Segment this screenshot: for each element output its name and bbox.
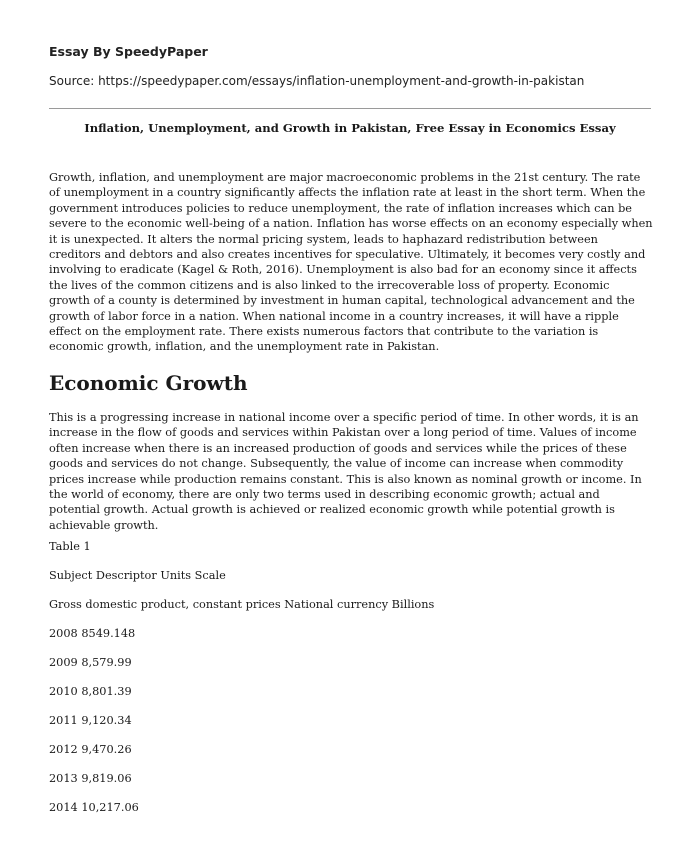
table-label: Table 1: [49, 540, 91, 553]
section-heading: Economic Growth: [49, 371, 248, 395]
table-row: 2011 9,120.34: [49, 714, 132, 727]
header-brand: Essay By SpeedyPaper: [49, 44, 208, 59]
table-row: 2010 8,801.39: [49, 685, 132, 698]
table-row: 2008 8549.148: [49, 627, 136, 640]
table-row: 2013 9,819.06: [49, 772, 132, 785]
header-source: Source: https://speedypaper.com/essays/inflation-unemployment-and-growth-in-pakistan: [49, 74, 585, 88]
table-descriptor-line: Gross domestic product, constant prices National currency Billions: [49, 598, 435, 611]
table-row: 2014 10,217.06: [49, 801, 139, 814]
header-divider: [49, 108, 651, 109]
essay-title: Inflation, Unemployment, and Growth in Pakistan, Free Essay in Economics Essay: [84, 121, 616, 135]
intro-paragraph: Growth, inflation, and unemployment are major macroeconomic problems in the 21st century. The rate of unemployment in a country significantly affects the inflation rate at least in the short term. When the government introduces policies to reduce unemployment, the rate of inflation increases which can be severe to the economic well-being of a nation. Inflation has worse effects on an economy especially when it is unexpected. It alters the normal pricing system, leads to haphazard redistribution between creditors and debtors and also creates incentives for speculative. Ultimately, it becomes very costly and involving to eradicate (Kagel & Roth, 2016). Unemployment is also bad for an economy since it affects the lives of the common citizens and is also linked to the irrecoverable loss of property. Economic growth of a county is determined by investment in human capital, technological advancement and the growth of labor force in a nation. When national income in a country increases, it will have a ripple effect on the employment rate. There exists numerous factors that contribute to the variation is economic growth, inflation, and the unemployment rate in Pakistan.: [49, 171, 653, 354]
growth-paragraph: This is a progressing increase in national income over a specific period of time. In other words, it is an increase in the flow of goods and services within Pakistan over a long period of time. Values of income often increase when there is an increased production of goods and services while the prices of these goods and services do not change. Subsequently, the value of income can increase when commodity prices increase while production remains constant. This is also known as nominal growth or income. In the world of economy, there are only two terms used in describing economic growth; actual and potential growth. Actual growth is achieved or realized economic growth while potential growth is achievable growth.: [49, 411, 642, 532]
table-row: 2012 9,470.26: [49, 743, 132, 756]
table-header-line: Subject Descriptor Units Scale: [49, 569, 226, 582]
table-row: 2009 8,579.99: [49, 656, 132, 669]
